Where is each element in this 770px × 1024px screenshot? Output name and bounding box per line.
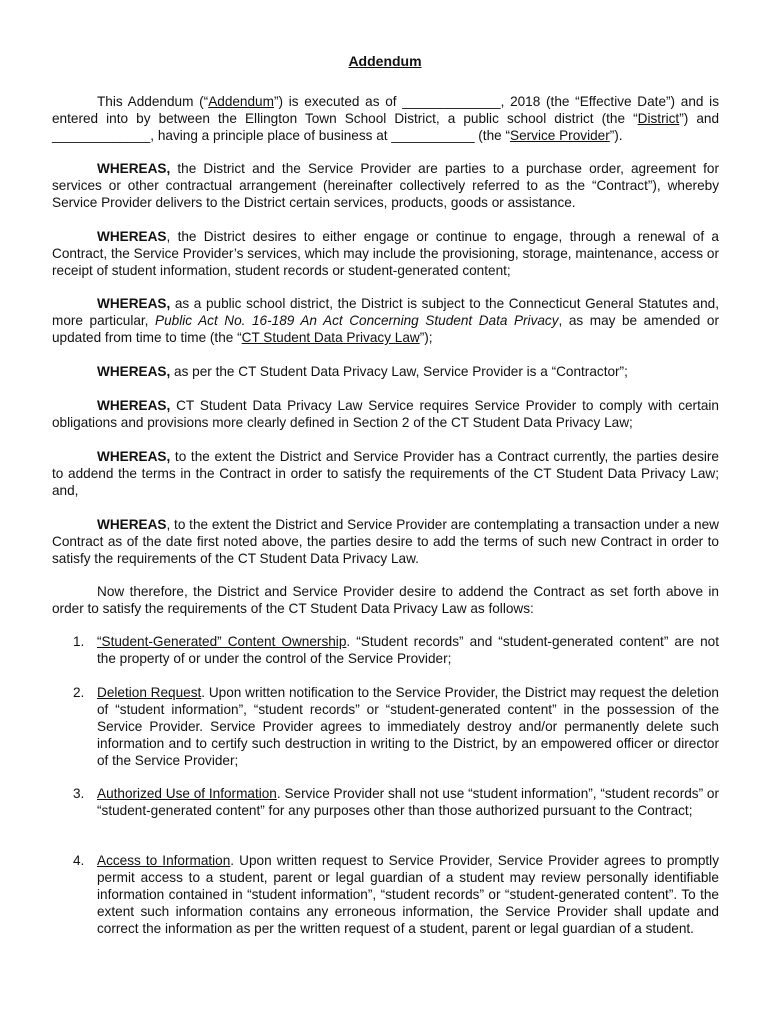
whereas-text: as per the CT Student Data Privacy Law, Service Provider is a “Contractor”;	[170, 364, 628, 379]
whereas-label: WHEREAS,	[97, 296, 171, 311]
list-item	[73, 633, 719, 667]
list-item-heading: “Student-Generated” Content Ownership	[97, 634, 347, 649]
whereas-label: WHEREAS,	[97, 398, 171, 413]
list-item-heading: Authorized Use of Information	[97, 786, 277, 801]
list-item-body	[97, 684, 719, 769]
service-provider-term: Service Provider	[510, 128, 610, 143]
whereas-text: CT Student Data Privacy Law Service requires Service Provider to comply with certain obligations and provisions more clearly defined in Section 2 of the CT Student Data Privacy Law;	[52, 398, 719, 430]
list-item-number: 1.	[73, 634, 85, 649]
now-therefore-paragraph	[52, 583, 719, 617]
whereas-label: WHEREAS,	[97, 449, 171, 464]
list-item-body	[97, 785, 719, 819]
list-item-body	[97, 633, 719, 667]
list-item-text: . “Student records” and “student-generated content” are not the property of or under the control of the Service Provider;	[97, 634, 720, 666]
list-item-number: 3.	[73, 786, 85, 801]
list-item	[73, 684, 719, 769]
whereas-text-2: , as may be amended or updated from time to time (the “	[52, 313, 719, 345]
whereas-paragraph-4	[52, 363, 719, 380]
list-item-number: 2.	[73, 685, 85, 700]
whereas-paragraph-6	[52, 448, 719, 499]
whereas-paragraph-2	[52, 228, 719, 279]
whereas-paragraph-3	[52, 295, 719, 346]
whereas-label: WHEREAS	[97, 517, 167, 532]
intro-text-4: ”).	[609, 128, 623, 143]
list-item	[73, 785, 719, 819]
list-item-text: . Upon written notification to the Service Provider, the District may request the deletion of “student information”, “student records” or “student-generated content” in the possession of the Service Provider. Service Provider agrees to immediately destroy and/or permanently delete such information and to certify such destruction in writing to the District, by an empowered officer or director of the Service Provider;	[97, 685, 719, 768]
now-therefore-text: Now therefore, the District and Service Provider desire to addend the Contract as set forth above in order to satisfy the requirements of the CT Student Data Privacy Law as follows:	[52, 584, 719, 616]
whereas-paragraph-7	[52, 516, 719, 567]
list-item-heading: Access to Information	[97, 853, 231, 868]
whereas-text: , to the extent the District and Service Provider are contemplating a transaction under a new Contract as of the date first noted above, the parties desire to add the terms of such new Contract in order to satisfy the requirements of the CT Student Data Privacy Law.	[52, 517, 719, 566]
list-item-number: 4.	[73, 853, 85, 868]
list-item	[73, 852, 719, 937]
whereas-paragraph-1	[52, 160, 719, 211]
public-act-title: Public Act No. 16-189 An Act Concerning Student Data Privacy	[155, 313, 559, 328]
whereas-text: to the extent the District and Service Provider has a Contract currently, the parties desire to addend the terms in the Contract in order to satisfy the requirements of the CT Student Data Privacy Law; and,	[52, 449, 719, 498]
list-item-text: . Service Provider shall not use “student information”, “student records” or “student-generated content” for any purposes other than those authorized pursuant to the Contract;	[97, 786, 719, 818]
whereas-text-3: ”);	[419, 330, 433, 345]
list-item-body	[97, 852, 719, 937]
list-item-heading: Deletion Request	[97, 685, 202, 700]
intro-text-1: This Addendum (“	[97, 94, 209, 109]
intro-text-3: ”) and _____________, having a principle place of business at ___________ (the “	[52, 111, 719, 143]
addendum-term: Addendum	[208, 94, 274, 109]
district-term: District	[637, 111, 680, 126]
whereas-label: WHEREAS	[97, 229, 167, 244]
whereas-paragraph-5	[52, 397, 719, 431]
whereas-label: WHEREAS,	[97, 364, 171, 379]
whereas-text: , the District desires to either engage or continue to engage, through a renewal of a Contract, the Service Provider’s services, which may include the provisioning, storage, maintenance, access or receipt of student information, student records or student-generated content;	[52, 229, 719, 278]
ct-privacy-law-term: CT Student Data Privacy Law	[241, 330, 420, 345]
document-title: Addendum	[348, 53, 422, 69]
intro-paragraph	[52, 93, 719, 144]
intro-text-2: ”) is executed as of _____________, 2018 (the “Effective Date”) and is entered into by between the Ellington Town School District, a public school district (the “	[52, 94, 720, 126]
whereas-text: the District and the Service Provider are parties to a purchase order, agreement for services or other contractual arrangement (hereinafter collectively referred to as the “Contract”), whereby Service Provider delivers to the District certain services, products, goods or assistance.	[52, 161, 719, 210]
list-item-text: . Upon written request to Service Provider, Service Provider agrees to promptly permit access to a student, parent or legal guardian of a student may review personally identifiable information contained in “student information”, “student records” or “student-generated content”. To the extent such information contains any erroneous information, the Service Provider shall update and correct the information as per the written request of a student, parent or legal guardian of a student.	[97, 853, 719, 936]
whereas-label: WHEREAS,	[97, 161, 171, 176]
whereas-text-1: as a public school district, the District is subject to the Connecticut General Statutes and, more particular,	[52, 296, 719, 328]
